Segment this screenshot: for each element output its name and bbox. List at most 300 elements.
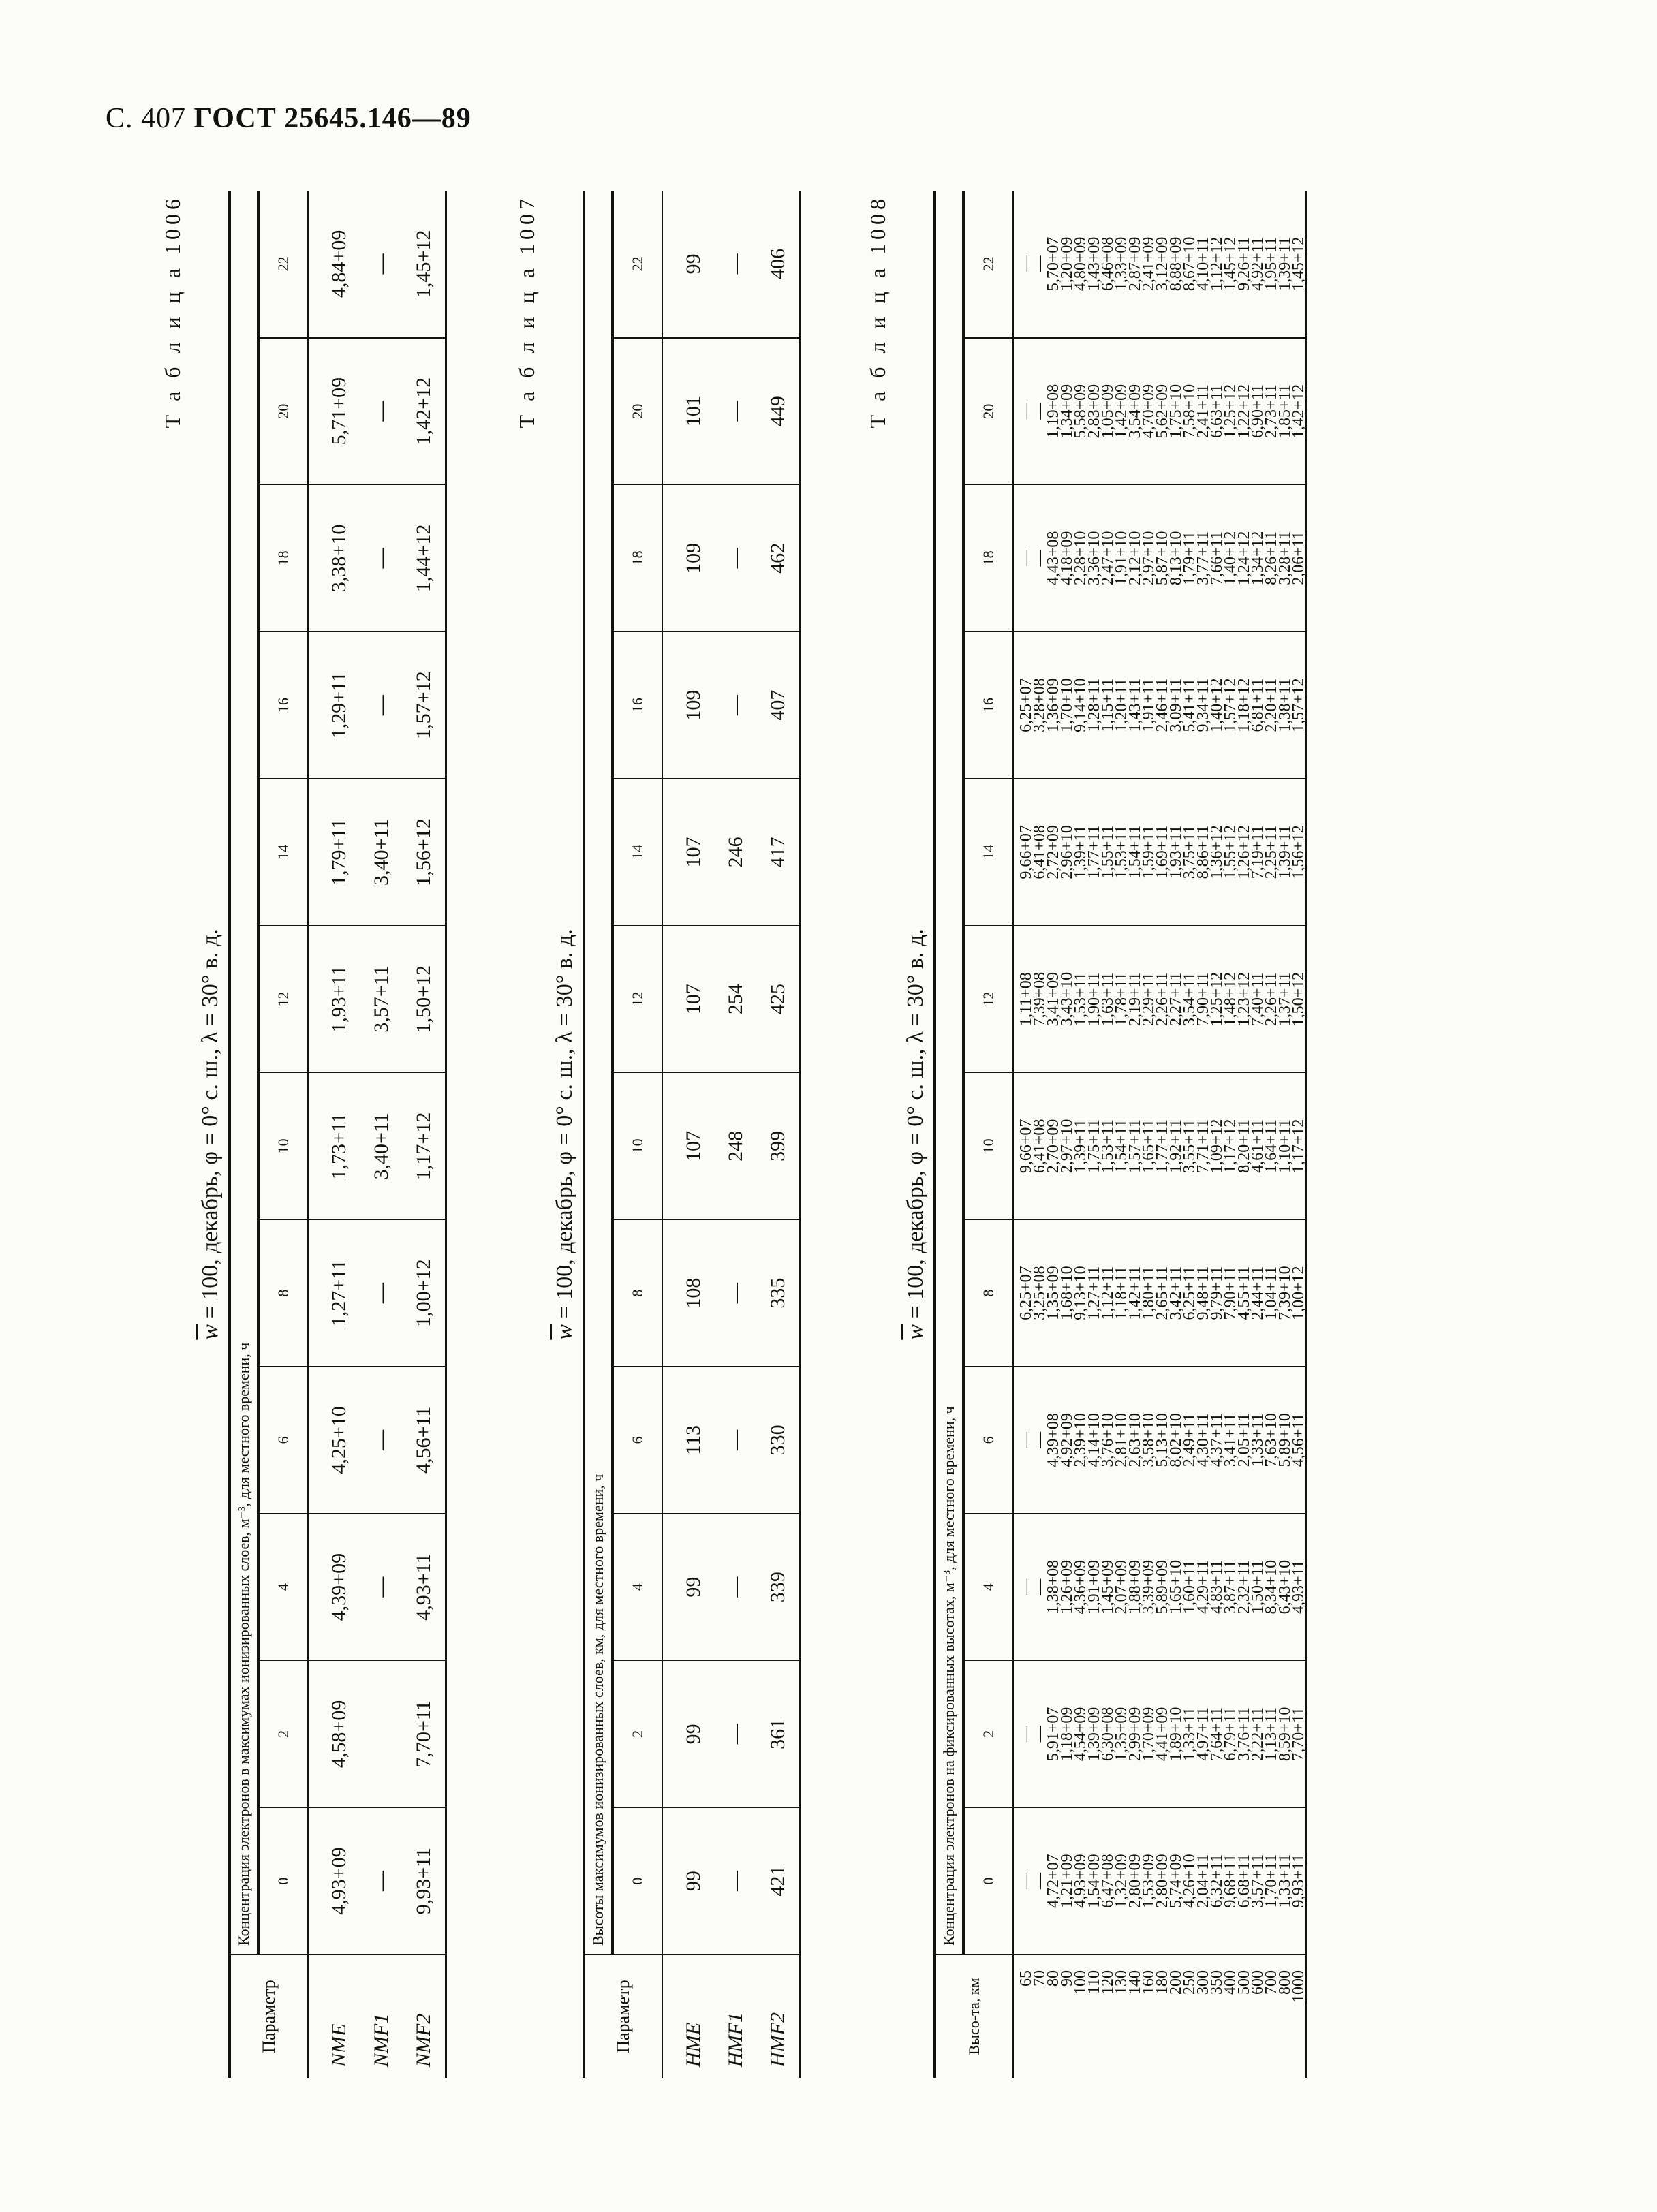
value-cell: 1,17+12 xyxy=(403,1073,446,1220)
value-cell: 462 xyxy=(757,485,801,632)
table-1007-caption: Т а б л и ц а 1007 xyxy=(514,195,539,429)
hour-column xyxy=(1013,1514,1307,1661)
value-cell: 1,18+11 xyxy=(1113,1266,1130,1320)
altitude-value: 130 xyxy=(1113,1970,1130,1995)
value-cell: 2,80+09 xyxy=(1153,1854,1171,1908)
hour-header: 22 xyxy=(258,191,308,338)
value-cell: 8,02+10 xyxy=(1167,1413,1185,1467)
hour-header: 14 xyxy=(613,779,662,926)
value-cell: — xyxy=(360,1219,403,1367)
value-cell: 1,40+12 xyxy=(1208,678,1226,732)
table-1006 xyxy=(228,191,447,2078)
hour-header: 4 xyxy=(963,1514,1013,1661)
value-cell: 4,93+11 xyxy=(403,1514,446,1661)
value-cell: 3,41+09 xyxy=(1044,971,1062,1027)
value-cell: 1,92+11 xyxy=(1167,1119,1185,1173)
value-cell: — xyxy=(370,253,392,275)
value-cell: 101 xyxy=(662,338,715,485)
value-cell: 1,53+11 xyxy=(1099,1119,1117,1173)
value-cell: 1,88+09 xyxy=(1126,1559,1144,1615)
value-cell: 1,79+11 xyxy=(1181,531,1198,585)
table-1008-caption: Т а б л и ц а 1008 xyxy=(865,195,890,429)
value-cell: 1,90+11 xyxy=(1085,972,1103,1026)
value-cell: 1,35+09 xyxy=(1113,1707,1130,1762)
value-cell: 1,00+12 xyxy=(403,1219,446,1367)
value-cell: 2,46+11 xyxy=(1153,678,1171,732)
altitude-value: 250 xyxy=(1181,1970,1198,1995)
value-cell: 1,27+11 xyxy=(1085,1266,1103,1320)
value-cell: 254 xyxy=(715,926,757,1073)
value-cell: 1,34+12 xyxy=(1249,531,1267,586)
value-cell: 107 xyxy=(662,926,715,1073)
value-cell: 4,54+09 xyxy=(1072,1707,1089,1762)
value-cell: 99 xyxy=(662,1807,715,1954)
value-cell: — xyxy=(360,338,403,485)
value-cell: — xyxy=(1017,1726,1035,1743)
value-cell: 99 xyxy=(682,253,704,275)
value-cell: 2,07+09 xyxy=(1113,1559,1130,1615)
altitude-header: Высо-та, км xyxy=(935,1954,1013,2078)
value-cell: 99 xyxy=(662,1514,715,1661)
value-cell: 330 xyxy=(757,1367,801,1514)
value-cell: 4,93+09 xyxy=(1072,1854,1089,1908)
value-cell: 1,42+09 xyxy=(1113,384,1130,439)
table-row xyxy=(715,191,757,2078)
value-cell: 1,89+10 xyxy=(1167,1707,1185,1762)
hour-header: 20 xyxy=(613,338,662,485)
value-cell: 1,77+11 xyxy=(1085,825,1103,879)
value-cell: 6,81+11 xyxy=(1249,678,1267,732)
value-cell: 1,95+11 xyxy=(1263,237,1280,291)
value-cell: 3,57+11 xyxy=(360,926,403,1073)
value-cell: 1,09+12 xyxy=(1208,1119,1226,1174)
altitude-value: 100 xyxy=(1072,1970,1089,1995)
value-cell: 4,25+10 xyxy=(308,1367,360,1514)
altitude-value: 1000 xyxy=(1290,1970,1307,2003)
value-cell: 4,55+11 xyxy=(1235,1266,1253,1320)
value-cell: 6,79+11 xyxy=(1222,1707,1239,1761)
standard-number: ГОСТ 25645.146—89 xyxy=(193,103,471,134)
value-cell: — xyxy=(1017,403,1035,420)
value-cell: — xyxy=(1017,550,1035,567)
value-cell: 2,47+10 xyxy=(1099,531,1117,586)
value-cell: 5,41+11 xyxy=(1181,678,1198,732)
value-cell: — xyxy=(724,253,747,275)
value-cell: 1,33+11 xyxy=(1249,1413,1267,1467)
value-cell: 1,75+10 xyxy=(1167,384,1185,439)
value-cell: 8,86+11 xyxy=(1194,825,1212,879)
value-cell: — xyxy=(1031,403,1049,420)
hour-column xyxy=(1013,1807,1307,1954)
value-cell: 9,34+11 xyxy=(1194,678,1212,732)
value-cell: 2,99+09 xyxy=(1126,1707,1144,1762)
value-cell: 1,35+09 xyxy=(1044,1266,1062,1320)
value-cell: 3,87+11 xyxy=(1222,1560,1239,1614)
altitude-column xyxy=(1013,1954,1307,2078)
value-cell: 3,36+10 xyxy=(1085,531,1103,586)
value-cell: 4,61+11 xyxy=(1249,1119,1267,1173)
value-cell: 2,97+10 xyxy=(1058,1119,1076,1174)
altitude-value: 160 xyxy=(1140,1970,1158,1995)
table-1007-subheader: Высоты максимумов ионизированных слоев, км, для местного времени, ч xyxy=(584,191,613,1954)
value-cell: 1,56+12 xyxy=(1290,825,1307,879)
table-1007-title: $\overline{w} = 100$, декабрь, φ = 0° с. ш., λ = 30° в. д. xyxy=(552,929,577,1340)
value-cell: 3,54+11 xyxy=(1181,972,1198,1026)
value-cell: 1,43+09 xyxy=(1085,236,1103,292)
value-cell: 6,25+07 xyxy=(1017,678,1035,732)
value-cell: 361 xyxy=(757,1661,801,1808)
value-cell: 1,11+08 xyxy=(1017,972,1035,1026)
value-cell: 1,39+11 xyxy=(1072,825,1089,879)
hour-header: 0 xyxy=(963,1807,1013,1954)
hour-header: 8 xyxy=(963,1219,1013,1367)
value-cell: — xyxy=(1031,1726,1049,1743)
value-cell: 2,97+10 xyxy=(1140,531,1158,586)
value-cell: — xyxy=(715,1514,757,1661)
value-cell: 7,90+11 xyxy=(1194,972,1212,1026)
value-cell: 6,46+08 xyxy=(1099,236,1117,292)
value-cell: 4,92+11 xyxy=(1249,237,1267,291)
value-cell: 2,72+09 xyxy=(1044,825,1062,879)
value-cell: 5,58+09 xyxy=(1072,384,1089,439)
value-cell: 1,18+12 xyxy=(1235,678,1253,732)
value-cell: 2,20+11 xyxy=(1263,678,1280,732)
value-cell: — xyxy=(360,1807,403,1954)
value-cell: 1,33+09 xyxy=(1113,236,1130,292)
value-cell: 425 xyxy=(757,926,801,1073)
value-cell: 421 xyxy=(757,1807,801,1954)
hour-header: 8 xyxy=(258,1219,308,1367)
value-cell: 1,50+12 xyxy=(403,926,446,1073)
value-cell: 1,34+09 xyxy=(1058,384,1076,439)
value-cell: 9,66+07 xyxy=(1017,1119,1035,1174)
value-cell: 4,56+11 xyxy=(403,1367,446,1514)
value-cell: 2,06+11 xyxy=(1290,531,1307,585)
value-cell: 1,42+11 xyxy=(1126,1266,1144,1320)
value-cell: 1,29+11 xyxy=(308,632,360,779)
value-cell: 7,70+11 xyxy=(403,1661,446,1808)
value-cell: 3,09+11 xyxy=(1167,678,1185,732)
value-cell: 6,68+11 xyxy=(1235,1854,1253,1908)
value-cell: 1,77+11 xyxy=(1153,1119,1171,1173)
value-cell: 2,05+11 xyxy=(1235,1413,1253,1467)
value-cell: 2,19+11 xyxy=(1126,972,1144,1026)
value-cell: 406 xyxy=(757,191,801,338)
value-cell: 6,90+11 xyxy=(1249,384,1267,438)
value-cell: 1,27+11 xyxy=(308,1219,360,1367)
value-cell: 109 xyxy=(662,485,715,632)
value-cell: 7,58+10 xyxy=(1181,384,1198,439)
table-1006-block xyxy=(160,191,447,2078)
value-cell: 1,19+08 xyxy=(1044,384,1062,439)
value-cell: 2,83+09 xyxy=(1085,384,1103,439)
value-cell: 1,26+12 xyxy=(1235,825,1253,879)
altitude-value: 140 xyxy=(1126,1970,1144,1995)
value-cell: 3,76+10 xyxy=(1099,1413,1117,1467)
value-cell: 7,90+11 xyxy=(1222,1266,1239,1320)
value-cell: 5,89+09 xyxy=(1153,1559,1171,1615)
value-cell: 1,57+12 xyxy=(1290,678,1307,732)
table-1008-block xyxy=(865,191,1307,2078)
table-1008 xyxy=(933,191,1307,2078)
value-cell: 1,45+09 xyxy=(1099,1559,1117,1615)
value-cell: 6,41+08 xyxy=(1031,825,1049,879)
altitude-value: 500 xyxy=(1235,1970,1253,1995)
value-cell: 2,87+09 xyxy=(1126,236,1144,292)
value-cell: 9,26+11 xyxy=(1235,237,1253,291)
value-cell: 3,41+11 xyxy=(1222,1413,1239,1467)
value-cell: — xyxy=(1031,1873,1049,1890)
value-cell: 4,37+11 xyxy=(1208,1413,1226,1467)
value-cell: 5,74+09 xyxy=(1167,1854,1185,1908)
table-1006-subheader: Концентрация электронов в максимумах ионизированных слоев, м⁻³, для местного времени, ч xyxy=(230,191,258,1954)
altitude-value: 110 xyxy=(1085,1970,1103,1995)
value-cell: 4,14+10 xyxy=(1085,1413,1103,1467)
value-cell: — xyxy=(1017,255,1035,272)
hour-header: 6 xyxy=(258,1367,308,1514)
value-cell: 1,05+09 xyxy=(1099,384,1117,439)
table-row xyxy=(757,191,801,2078)
value-cell: 7,19+11 xyxy=(1249,825,1267,879)
value-cell: 7,40+11 xyxy=(1249,972,1267,1026)
value-cell: 339 xyxy=(757,1514,801,1661)
value-cell: 1,53+11 xyxy=(1072,972,1089,1026)
value-cell: 4,70+09 xyxy=(1140,384,1158,439)
value-cell: 9,79+11 xyxy=(1208,1266,1226,1320)
value-cell: 2,28+10 xyxy=(1072,531,1089,586)
value-cell: 1,93+11 xyxy=(308,926,360,1073)
value-cell: 1,53+09 xyxy=(1140,1854,1158,1908)
value-cell: 1,91+11 xyxy=(1140,678,1158,732)
value-cell: 3,28+11 xyxy=(1276,531,1294,585)
value-cell: 1,50+11 xyxy=(1249,1560,1267,1614)
value-cell: 4,39+08 xyxy=(1044,1413,1062,1467)
value-cell: 1,42+12 xyxy=(1290,384,1307,439)
value-cell: 1,38+11 xyxy=(1276,678,1294,732)
value-cell: 7,39+10 xyxy=(1276,1266,1294,1320)
value-cell: 1,23+12 xyxy=(1235,971,1253,1027)
value-cell: 1,73+11 xyxy=(308,1073,360,1220)
value-cell: 1,54+09 xyxy=(1085,1854,1103,1908)
value-cell: — xyxy=(1031,255,1049,272)
value-cell: 4,83+11 xyxy=(1208,1560,1226,1614)
value-cell: — xyxy=(360,1514,403,1661)
value-cell: 1,43+11 xyxy=(1126,678,1144,732)
value-cell: 3,77+11 xyxy=(1194,531,1212,585)
value-cell: 1,68+10 xyxy=(1058,1266,1076,1320)
value-cell: 4,26+10 xyxy=(1181,1854,1198,1908)
value-cell: — xyxy=(1031,1431,1049,1448)
value-cell: 6,41+08 xyxy=(1031,1119,1049,1174)
value-cell xyxy=(360,1661,403,1808)
hour-header: 18 xyxy=(258,485,308,632)
value-cell: 1,45+12 xyxy=(1222,236,1239,292)
value-cell: 7,71+11 xyxy=(1194,1119,1212,1173)
value-cell: — xyxy=(715,338,757,485)
altitude-value: 80 xyxy=(1044,1970,1062,1987)
hour-header: 10 xyxy=(258,1073,308,1220)
value-cell: 5,71+09 xyxy=(308,338,360,485)
value-cell: 9,66+07 xyxy=(1017,825,1035,879)
value-cell: 1,38+08 xyxy=(1044,1559,1062,1615)
hour-column xyxy=(1013,1073,1307,1220)
value-cell: 3,43+10 xyxy=(1058,971,1076,1027)
table-row xyxy=(403,191,446,2078)
value-cell: 1,54+11 xyxy=(1113,1119,1130,1173)
value-cell: 2,32+11 xyxy=(1235,1560,1253,1614)
value-cell: 1,21+09 xyxy=(1058,1854,1076,1908)
value-cell: 1,55+12 xyxy=(1222,825,1239,879)
value-cell: 7,70+11 xyxy=(1290,1707,1307,1761)
value-cell: 7,39+08 xyxy=(1031,971,1049,1027)
value-cell: 1,26+09 xyxy=(1058,1559,1076,1615)
value-cell: 9,93+11 xyxy=(1290,1854,1307,1908)
hour-header: 12 xyxy=(258,926,308,1073)
value-cell: 2,63+10 xyxy=(1126,1413,1144,1467)
value-cell: 2,80+09 xyxy=(1126,1854,1144,1908)
value-cell: 2,41+11 xyxy=(1194,384,1212,438)
value-cell: 9,93+11 xyxy=(403,1807,446,1954)
value-cell: 1,22+12 xyxy=(1235,384,1253,439)
value-cell: — xyxy=(1017,1431,1035,1448)
value-cell: 2,12+10 xyxy=(1126,531,1144,586)
value-cell: 1,18+09 xyxy=(1058,1707,1076,1762)
value-cell: 1,25+12 xyxy=(1222,384,1239,439)
table-1008-title: $\overline{w} = 100$, декабрь, φ = 0° с. ш., λ = 30° в. д. xyxy=(903,929,928,1340)
value-cell: 3,25+08 xyxy=(1031,1266,1049,1320)
value-cell: 4,36+09 xyxy=(1072,1559,1089,1615)
value-cell: 3,39+09 xyxy=(1140,1559,1158,1615)
value-cell: 3,76+11 xyxy=(1235,1707,1253,1761)
value-cell: — xyxy=(1031,550,1049,567)
value-cell: 2,26+11 xyxy=(1263,972,1280,1026)
value-cell: 1,59+11 xyxy=(1140,825,1158,879)
value-cell: 1,13+11 xyxy=(1263,1707,1280,1761)
value-cell: 8,34+10 xyxy=(1263,1559,1280,1615)
hour-header: 20 xyxy=(258,338,308,485)
value-cell: 1,12+12 xyxy=(1208,236,1226,292)
value-cell: 2,39+10 xyxy=(1072,1413,1089,1467)
altitude-value: 400 xyxy=(1222,1970,1239,1995)
value-cell: 6,25+11 xyxy=(1181,1266,1198,1320)
value-cell: 3,42+11 xyxy=(1167,1266,1185,1320)
value-cell: 6,63+11 xyxy=(1208,384,1226,438)
param-name: NME xyxy=(308,1954,360,2078)
value-cell: 1,57+12 xyxy=(403,632,446,779)
value-cell: 2,04+11 xyxy=(1194,1854,1212,1908)
value-cell: 4,29+11 xyxy=(1194,1560,1212,1614)
value-cell: 8,13+10 xyxy=(1167,531,1185,586)
value-cell: 5,91+07 xyxy=(1044,1707,1062,1762)
value-cell: 1,10+11 xyxy=(1276,1119,1294,1173)
hour-header: 2 xyxy=(613,1661,662,1808)
table-1006-caption: Т а б л и ц а 1006 xyxy=(160,195,185,429)
value-cell: 5,13+10 xyxy=(1153,1413,1171,1467)
value-cell: 2,70+09 xyxy=(1044,1119,1062,1174)
hour-column xyxy=(1013,1661,1307,1808)
value-cell: 99 xyxy=(662,1661,715,1808)
hour-column xyxy=(1013,338,1307,485)
hour-header: 12 xyxy=(613,926,662,1073)
value-cell: 6,30+08 xyxy=(1099,1707,1117,1762)
table-row xyxy=(662,191,715,2078)
value-cell: 1,65+11 xyxy=(1140,1119,1158,1173)
value-cell: 6,32+11 xyxy=(1208,1854,1226,1908)
value-cell: 3,54+09 xyxy=(1126,384,1144,439)
value-cell: 248 xyxy=(715,1073,757,1220)
value-cell: 113 xyxy=(662,1367,715,1514)
value-cell: 2,49+11 xyxy=(1181,1413,1198,1467)
value-cell: 1,17+12 xyxy=(1222,1119,1239,1174)
value-cell: 1,28+11 xyxy=(1085,678,1103,732)
hour-column xyxy=(1013,926,1307,1073)
value-cell: 2,27+11 xyxy=(1167,972,1185,1026)
hour-column xyxy=(1013,632,1307,779)
hour-header: 14 xyxy=(258,779,308,926)
value-cell: 3,28+08 xyxy=(1031,678,1049,732)
value-cell: 1,04+11 xyxy=(1263,1266,1280,1320)
value-cell: 8,88+09 xyxy=(1167,236,1185,292)
value-cell: 2,25+11 xyxy=(1263,825,1280,879)
value-cell: — xyxy=(1017,1578,1035,1595)
value-cell: 4,10+11 xyxy=(1194,237,1212,291)
value-cell: 2,26+11 xyxy=(1153,972,1171,1026)
altitude-value: 700 xyxy=(1263,1970,1280,1995)
value-cell: 3,12+09 xyxy=(1153,236,1171,292)
value-cell: 1,53+11 xyxy=(1113,825,1130,879)
value-cell: 1,36+09 xyxy=(1044,678,1062,732)
param-name: HME xyxy=(662,1954,715,2078)
value-cell: 1,93+11 xyxy=(1167,825,1185,879)
altitude-value: 70 xyxy=(1031,1970,1049,1987)
value-cell: 3,55+11 xyxy=(1181,1119,1198,1173)
hour-header: 4 xyxy=(258,1514,308,1661)
value-cell: 1,39+11 xyxy=(1072,1119,1089,1173)
value-cell: 1,39+09 xyxy=(1085,1707,1103,1762)
value-cell: 3,38+10 xyxy=(308,485,360,632)
hour-header: 0 xyxy=(258,1807,308,1954)
value-cell: 3,75+11 xyxy=(1181,825,1198,879)
value-cell: 4,80+09 xyxy=(1072,236,1089,292)
value-cell: 1,17+12 xyxy=(1290,1119,1307,1174)
value-cell: 8,67+10 xyxy=(1181,236,1198,292)
value-cell: 1,48+12 xyxy=(1222,971,1239,1027)
value-cell: 5,70+07 xyxy=(1044,236,1062,292)
hour-header: 22 xyxy=(613,191,662,338)
value-cell: 1,57+12 xyxy=(1222,678,1239,732)
hour-header: 16 xyxy=(258,632,308,779)
value-cell: — xyxy=(1031,1578,1049,1595)
value-cell: 6,47+08 xyxy=(1099,1854,1117,1908)
hour-header: 10 xyxy=(963,1073,1013,1220)
value-cell: 1,20+11 xyxy=(1113,678,1130,732)
param-name: HMF2 xyxy=(757,1954,801,2078)
value-cell: 4,41+09 xyxy=(1153,1707,1171,1762)
value-cell: 1,78+11 xyxy=(1113,972,1130,1026)
value-cell: 7,66+11 xyxy=(1208,531,1226,585)
altitude-value: 600 xyxy=(1249,1970,1267,1995)
value-cell: 1,39+11 xyxy=(1276,237,1294,291)
value-cell: 4,43+08 xyxy=(1044,531,1062,586)
value-cell: 1,33+11 xyxy=(1276,1854,1294,1908)
value-cell: 1,36+12 xyxy=(1208,825,1226,879)
value-cell: 4,30+11 xyxy=(1194,1413,1212,1467)
hour-header: 6 xyxy=(613,1367,662,1514)
value-cell: 1,24+12 xyxy=(1235,531,1253,586)
value-cell: 1,40+12 xyxy=(1222,531,1239,586)
value-cell: 1,60+11 xyxy=(1181,1560,1198,1614)
value-cell: 9,68+11 xyxy=(1222,1854,1239,1908)
